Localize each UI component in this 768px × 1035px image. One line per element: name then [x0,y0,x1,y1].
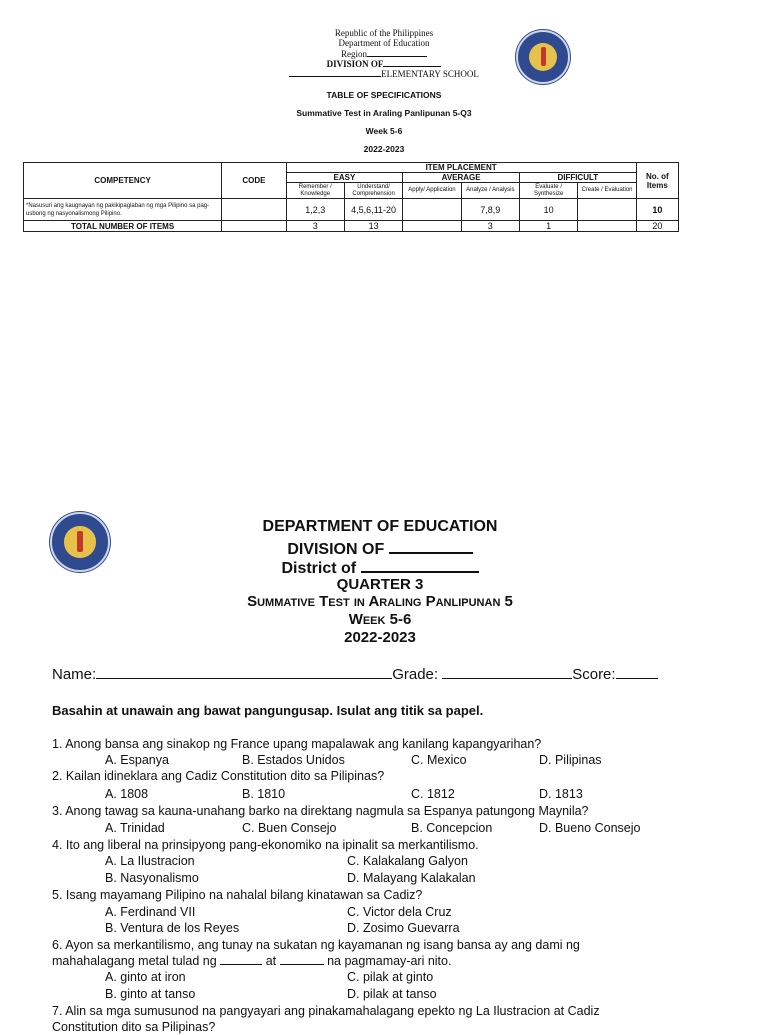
group-easy: EASY [286,173,403,183]
district-line [150,557,610,578]
question-3: 3. Anong tawag sa kauna-unahang barko na direktang nagmula sa Espanya patungong Maynila? [52,804,589,818]
total-analyze: 3 [461,221,519,232]
total-remember: 3 [286,221,344,232]
student-info-line [52,666,658,683]
q3-option-c: C. Buen Consejo [242,821,337,835]
header-republic: Republic of the Philippines [334,28,434,38]
question-2: 2. Kailan idineklara ang Cadiz Constitution dito sa Pilipinas? [52,769,385,783]
tos-title: TABLE OF SPECIFICATIONS [326,90,442,100]
total-evaluate: 1 [519,221,577,232]
division-line [150,538,610,559]
q2-option-d: D. 1813 [539,787,583,801]
division-blank [383,58,441,67]
question-7-line-2: Constitution dito sa Pilipinas? [52,1020,216,1034]
name-label: Name: [52,666,97,683]
q4-option-b: B. Nasyonalismo [105,871,199,885]
score-label: Score: [572,666,616,683]
table-row [24,199,679,221]
tos-subtitle: Summative Test in Araling Panlipunan 5-Q3 [296,108,472,118]
q6-blank-2[interactable] [280,954,324,965]
name-field[interactable] [96,666,392,679]
district-label: District of [281,560,357,577]
totals-code [222,221,286,232]
tos-year: 2022-2023 [363,144,405,154]
q1-option-c: C. Mexico [411,753,467,767]
deped-seal-logo-2 [50,512,110,572]
grade-label: Grade: [392,666,439,683]
department-title: DEPARTMENT OF EDUCATION [262,518,498,535]
q5-option-c: C. Victor dela Cruz [347,905,452,919]
header-school [0,68,768,79]
group-average: AVERAGE [403,173,520,183]
item-placement-header: ITEM PLACEMENT [286,163,636,173]
score-field[interactable] [616,666,658,679]
q1-option-d: D. Pilipinas [539,753,602,767]
cell-analyze: 7,8,9 [461,199,519,221]
q3-option-a: A. Trinidad [105,821,165,835]
total-apply [403,221,461,232]
cell-item-count: 10 [636,199,678,221]
header-deped: Department of Education [338,38,430,48]
cell-evaluate: 10 [519,199,577,221]
q1-option-b: B. Estados Unidos [242,753,345,767]
q6-option-c: C. pilak at ginto [347,970,434,984]
week-title: Week 5-6 [348,611,412,628]
district-blank [361,557,479,573]
tos-week: Week 5-6 [365,126,403,136]
group-difficult: DIFFICULT [519,173,636,183]
grand-total: 20 [636,221,678,232]
totals-label: TOTAL NUMBER OF ITEMS [24,221,222,232]
cell-understand: 4,5,6,11-20 [344,199,402,221]
school-blank [289,68,381,77]
level-evaluate: Evaluate / Synthesize [519,183,577,199]
question-7: 7. Alin sa mga sumusunod na pangyayari ang pinakamahalagang epekto ng La Ilustracion at Cadiz [52,1004,600,1018]
q4-option-c: C. Kalakalang Galyon [347,854,468,868]
code-cell [222,199,286,221]
q3-option-b: B. Concepcion [411,821,493,835]
question-4: 4. Ito ang liberal na prinsipyong pang-ekonomiko na ipinalit sa merkantilismo. [52,838,479,852]
q1-option-a: A. Espanya [105,753,169,767]
level-apply: Apply/ Application [403,183,461,199]
q2-option-a: A. 1808 [105,787,149,801]
q4-option-a: A. La Ilustracion [105,854,195,868]
cell-remember: 1,2,3 [286,199,344,221]
q5-option-d: D. Zosimo Guevarra [347,921,460,935]
q5-option-b: B. Ventura de los Reyes [105,921,240,935]
q2-option-c: C. 1812 [411,787,455,801]
division-title-blank [389,538,473,554]
grade-field[interactable] [442,666,572,679]
level-understand: Understand/ Comprehension [344,183,402,199]
division-title-label: DIVISION OF [287,541,385,558]
competency-cell: *Nasusuri ang kaugnayan ng pakikipaglaban ng mga Pilipino sa pag-usbong ng nasyonalismong Pilipino. [24,199,222,221]
level-create: Create / Evaluation [578,183,636,199]
q3-option-d: D. Bueno Consejo [539,821,641,835]
deped-seal-logo [516,30,570,84]
total-understand: 13 [344,221,402,232]
question-6-line-2: mahahalagang metal tulad ng at na pagmamay-ari nito. [52,954,452,968]
subject-title: Summative Test in Araling Panlipunan 5 [247,593,513,610]
q6-option-d: D. pilak at tanso [347,987,437,1001]
region-blank [367,48,427,57]
instructions: Basahin at unawain ang bawat pangungusap. Isulat ang titik sa papel. [52,703,484,718]
question-5: 5. Isang mayamang Pilipino na nahalal bilang kinatawan sa Cadiz? [52,888,423,902]
specification-table [23,162,679,232]
total-create [578,221,636,232]
no-of-items-header: No. of Items [636,163,678,199]
school-label: ELEMENTARY SCHOOL [381,69,479,79]
totals-row [24,221,679,232]
question-6: 6. Ayon sa merkantilismo, ang tunay na sukatan ng kayamanan ng isang bansa ay ang dami ng [52,938,580,952]
q4-option-d: D. Malayang Kalakalan [347,871,476,885]
competency-header: COMPETENCY [24,163,222,199]
code-header: CODE [222,163,286,199]
question-1: 1. Anong bansa ang sinakop ng France upang mapalawak ang kanilang kapangyarihan? [52,737,542,751]
year-title: 2022-2023 [344,629,416,646]
division-label: DIVISION OF [326,59,384,69]
level-analyze: Analyze / Analysis [461,183,519,199]
region-label: Region [341,49,367,59]
cell-create [578,199,636,221]
quarter-title: QUARTER 3 [336,576,424,593]
q6-blank-1[interactable] [220,954,262,965]
level-remember: Remember / Knowledge [286,183,344,199]
cell-apply [403,199,461,221]
q5-option-a: A. Ferdinand VII [105,905,196,919]
q2-option-b: B. 1810 [242,787,286,801]
q6-option-b: B. ginto at tanso [105,987,196,1001]
q6-option-a: A. ginto at iron [105,970,186,984]
